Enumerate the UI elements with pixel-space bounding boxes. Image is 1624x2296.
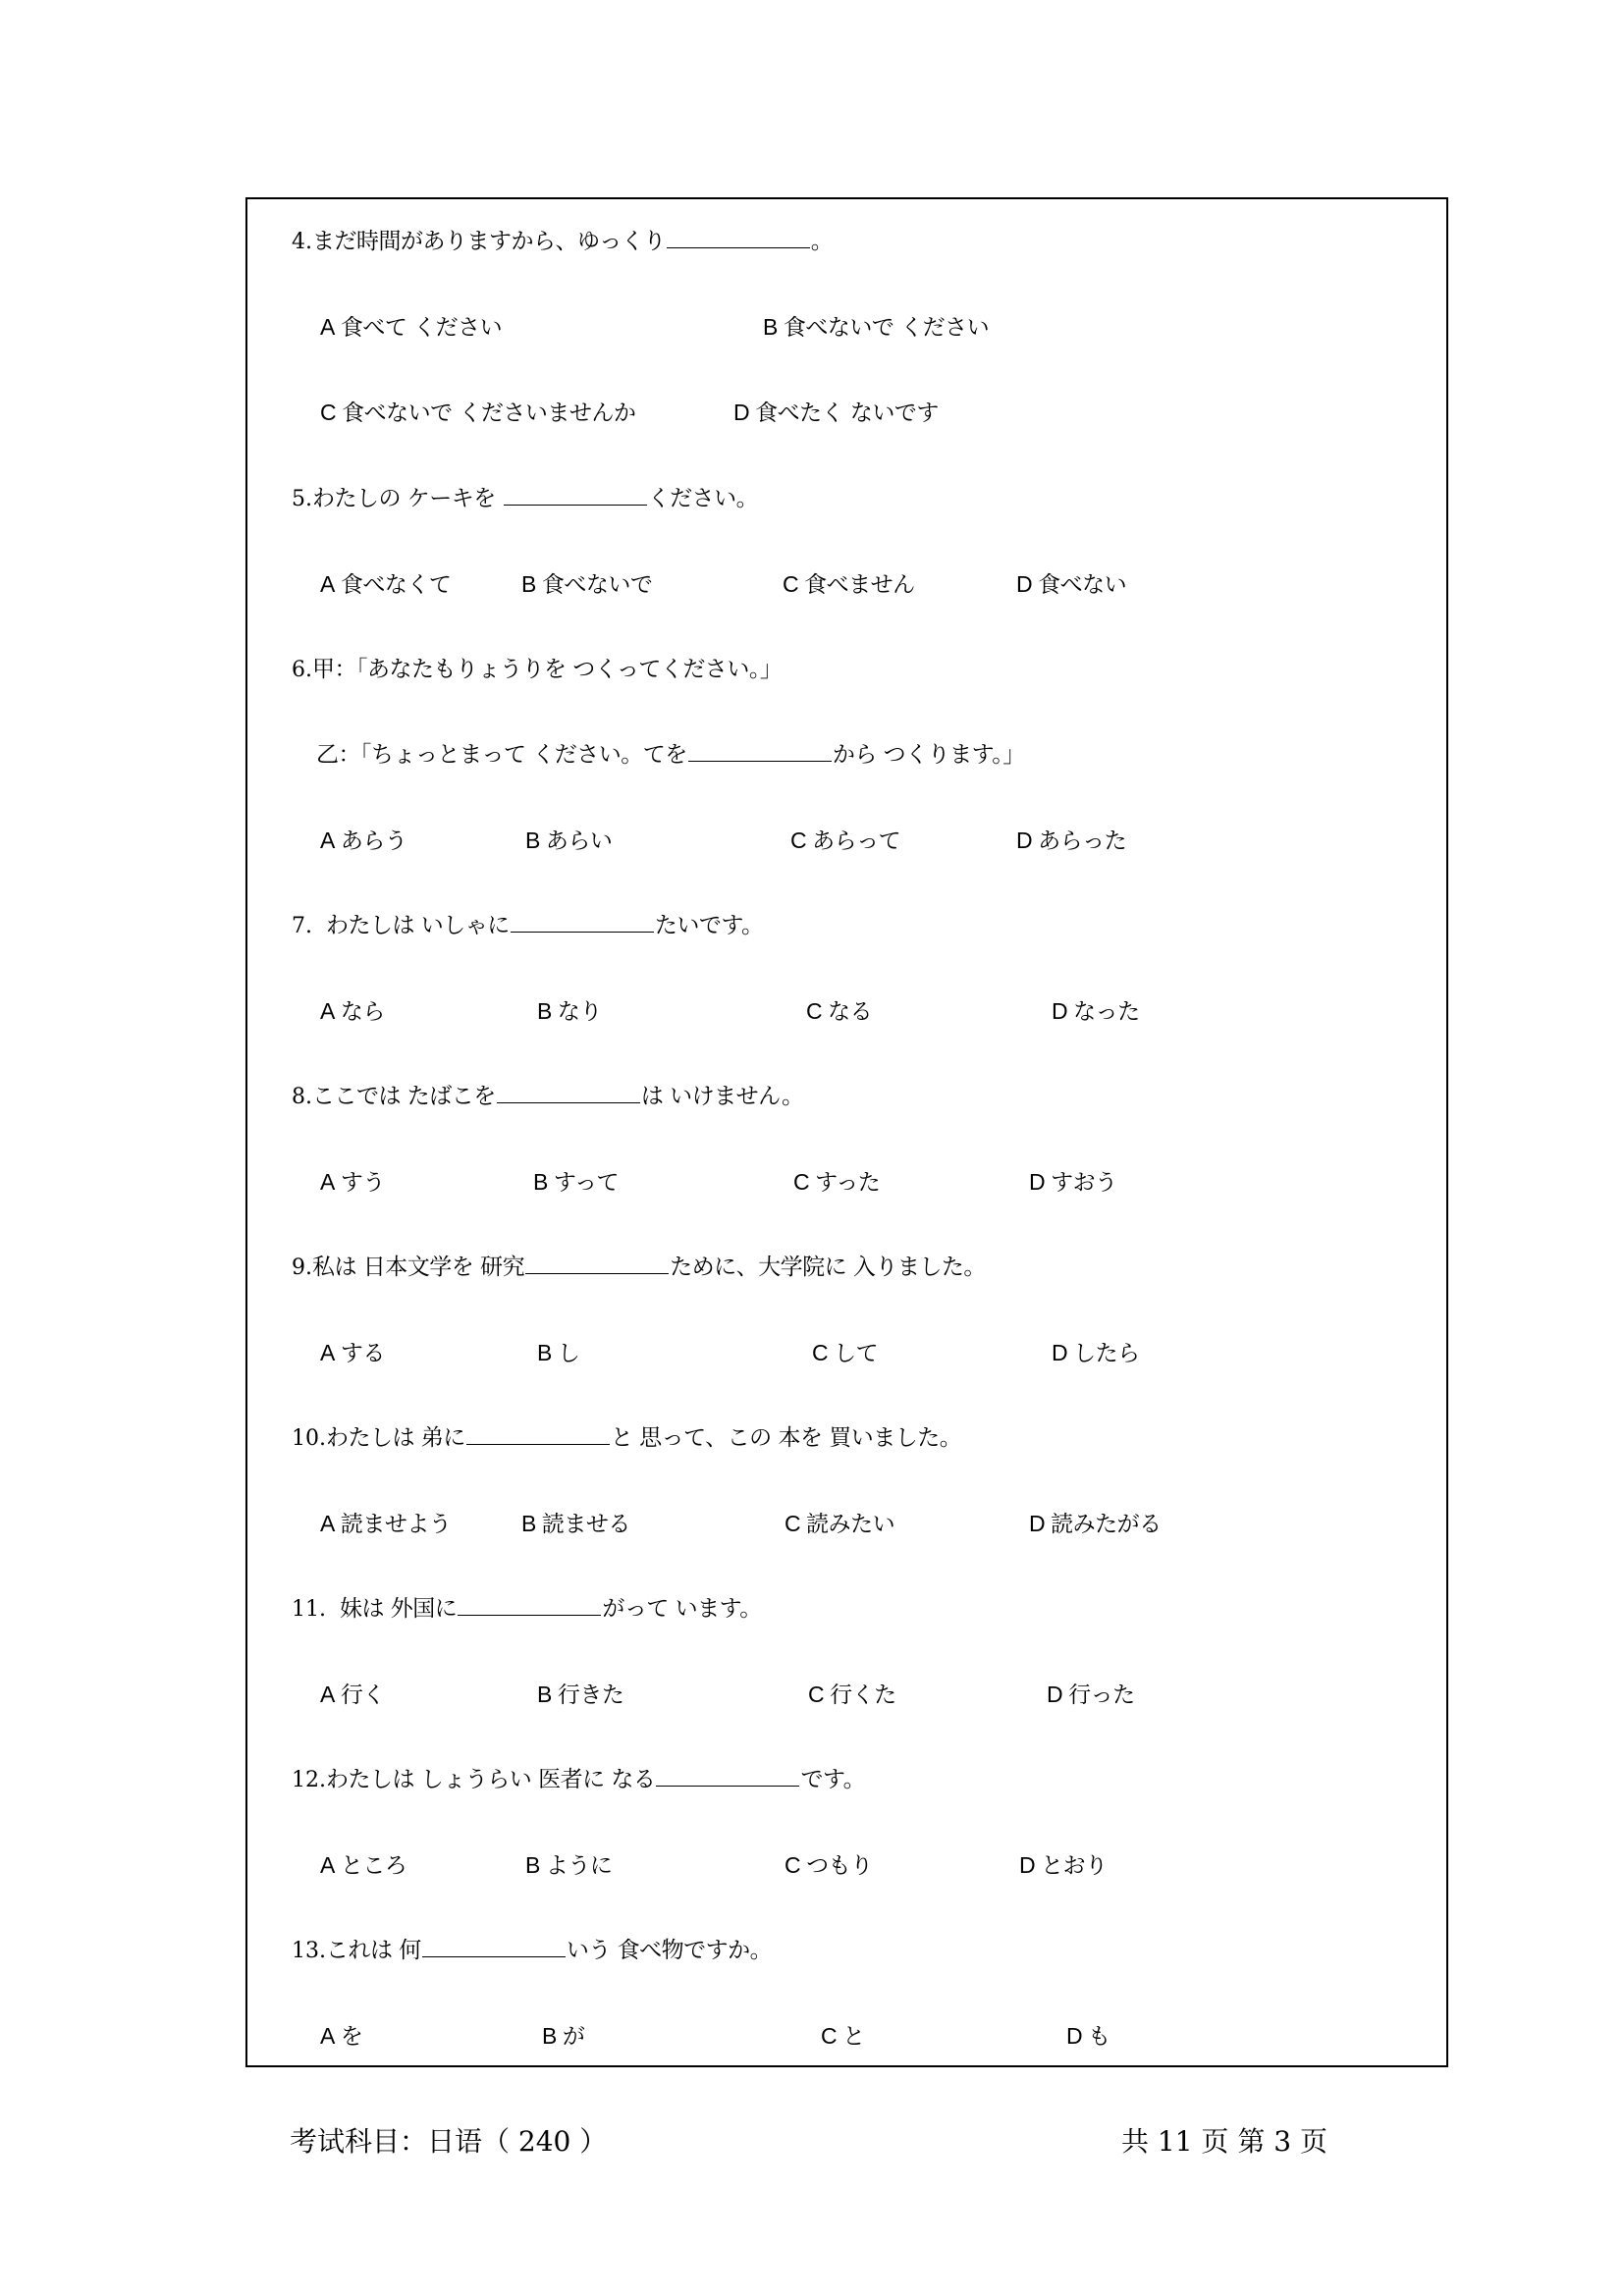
option-a — [320, 824, 406, 857]
option-letter: A — [320, 2023, 335, 2049]
option-letter: B — [525, 1852, 540, 1878]
question-text-after: です。 — [800, 1767, 866, 1792]
option-letter: A — [320, 1169, 335, 1195]
option-text: 行く — [340, 1682, 385, 1708]
option-d — [1029, 1165, 1117, 1199]
question-number: 11. — [292, 1597, 326, 1622]
answer-blank — [525, 1252, 669, 1274]
question-8 — [292, 1080, 804, 1113]
option-a — [320, 310, 502, 344]
option-text: なる — [828, 999, 873, 1025]
question-12 — [292, 1763, 865, 1796]
option-c — [806, 994, 872, 1028]
option-a — [320, 1848, 406, 1882]
option-d — [1052, 1336, 1140, 1369]
answer-blank — [466, 1422, 610, 1445]
option-letter: B — [537, 1682, 552, 1707]
option-letter: A — [320, 828, 335, 853]
question-text-before: 乙：「ちょっとまって ください。てを — [316, 742, 687, 768]
question-text-before: まだ時間がありますから、ゆっくり — [312, 229, 666, 254]
option-letter: D — [1019, 1852, 1036, 1878]
option-text: すった — [815, 1170, 881, 1196]
option-letter: C — [790, 828, 807, 853]
option-letter: D — [1029, 1511, 1046, 1536]
option-c — [812, 1336, 878, 1369]
option-letter: B — [521, 571, 536, 597]
option-text: なら — [340, 999, 385, 1025]
question-text-after: がって います。 — [602, 1596, 762, 1622]
option-letter: A — [320, 1340, 335, 1365]
question-text-before: わたしは 弟に — [326, 1425, 465, 1451]
option-b — [537, 1678, 623, 1711]
question-text-before: これは 何 — [326, 1938, 421, 1963]
question-text-after: たいです。 — [654, 913, 764, 938]
option-letter: C — [320, 400, 337, 425]
option-d — [1047, 1678, 1135, 1711]
option-text: 食べません — [804, 572, 915, 598]
option-text: と — [842, 2024, 865, 2050]
option-b — [525, 824, 612, 857]
option-letter: B — [537, 1340, 552, 1365]
option-a — [320, 1507, 451, 1540]
option-letter: D — [1052, 1340, 1068, 1365]
option-c — [783, 567, 915, 601]
question-4 — [292, 225, 833, 258]
option-d — [1029, 1507, 1162, 1540]
answer-blank — [422, 1935, 566, 1957]
option-d — [733, 396, 939, 429]
option-text: すう — [340, 1170, 385, 1196]
option-text: あらって — [812, 828, 901, 854]
question-6 — [292, 653, 782, 686]
option-text: 食べたく ないです — [755, 400, 939, 426]
option-text: なった — [1073, 999, 1140, 1025]
option-letter: D — [1066, 2023, 1083, 2049]
question-text-after: と 思って、この 本を 買いました。 — [610, 1425, 962, 1451]
question-text-line1: 甲：「あなたもりょうりを つくってください。」 — [312, 657, 783, 682]
option-letter: C — [812, 1340, 829, 1365]
option-text: 食べない — [1038, 572, 1127, 598]
option-letter: C — [793, 1169, 810, 1195]
option-a — [320, 567, 451, 601]
option-d — [1052, 994, 1140, 1028]
option-text: して — [834, 1341, 879, 1366]
option-text: 行きた — [557, 1682, 624, 1708]
option-a — [320, 994, 385, 1028]
option-letter: C — [785, 1511, 801, 1536]
option-text: とおり — [1041, 1853, 1108, 1879]
option-c — [793, 1165, 880, 1199]
option-c — [785, 1507, 894, 1540]
option-a — [320, 2019, 362, 2053]
option-letter: A — [320, 1682, 335, 1707]
option-letter: D — [1016, 828, 1033, 853]
option-letter: C — [783, 571, 799, 597]
option-d — [1019, 1848, 1108, 1882]
option-letter: B — [521, 1511, 536, 1536]
option-b — [525, 1848, 612, 1882]
question-5 — [292, 482, 758, 515]
option-text: 読ませる — [541, 1512, 630, 1537]
option-text: し — [557, 1341, 580, 1366]
option-c — [808, 1678, 896, 1711]
option-b — [537, 994, 602, 1028]
question-7 — [292, 909, 763, 942]
option-text: あらい — [545, 828, 613, 854]
option-letter: C — [821, 2023, 838, 2049]
footer-exam-subject: 考试科目：日语（ 240 ） — [290, 2125, 608, 2158]
option-text: 食べないで ください — [783, 315, 990, 341]
option-text: つもり — [806, 1853, 873, 1879]
option-text: 食べないで — [541, 572, 653, 598]
question-number: 5. — [292, 487, 312, 511]
option-text: 読ませよう — [340, 1512, 452, 1537]
option-b — [521, 1507, 630, 1540]
option-text: 読みたがる — [1051, 1512, 1162, 1537]
option-c — [320, 396, 635, 429]
option-b — [763, 310, 989, 344]
option-d — [1016, 824, 1126, 857]
option-text: なり — [557, 999, 602, 1025]
option-letter: B — [542, 2023, 557, 2049]
question-number: 12. — [292, 1768, 326, 1792]
question-text-before: 妹は 外国に — [340, 1596, 458, 1622]
option-letter: A — [320, 314, 335, 340]
question-text-before: ここでは たばこを — [312, 1084, 496, 1109]
option-letter: C — [808, 1682, 825, 1707]
question-number: 10. — [292, 1426, 326, 1451]
question-text-before: わたしは しょうらい 医者に なる — [326, 1767, 656, 1792]
option-b — [537, 1336, 579, 1369]
option-letter: A — [320, 998, 335, 1024]
option-text: 食べないで くださいませんか — [342, 400, 636, 426]
answer-blank — [688, 739, 832, 762]
question-text-before: 私は 日本文学を 研究 — [312, 1255, 525, 1280]
option-c — [821, 2019, 865, 2053]
option-letter: D — [1016, 571, 1033, 597]
question-6-line2 — [316, 738, 1025, 772]
option-a — [320, 1678, 385, 1711]
option-text: 行った — [1068, 1682, 1135, 1708]
question-number: 13. — [292, 1939, 326, 1963]
option-text: あらう — [340, 828, 407, 854]
option-b — [542, 2019, 584, 2053]
option-letter: A — [320, 571, 335, 597]
question-10 — [292, 1421, 961, 1455]
question-text-after: ください。 — [647, 486, 759, 511]
option-letter: C — [785, 1852, 801, 1878]
question-text-before: わたしは いしゃに — [326, 913, 510, 938]
option-c — [790, 824, 900, 857]
option-text: したら — [1073, 1341, 1140, 1366]
option-letter: B — [763, 314, 778, 340]
option-text: あらった — [1038, 828, 1127, 854]
option-text: を — [340, 2024, 363, 2050]
option-text: 食べて ください — [340, 315, 503, 341]
question-text-after: から つくります。」 — [832, 742, 1025, 768]
option-text: すおう — [1051, 1170, 1117, 1196]
option-letter: D — [1047, 1682, 1063, 1707]
answer-blank — [504, 483, 647, 506]
option-letter: D — [1052, 998, 1068, 1024]
option-letter: A — [320, 1852, 335, 1878]
option-b — [521, 567, 652, 601]
answer-blank — [667, 226, 810, 248]
option-letter: D — [1029, 1169, 1046, 1195]
question-text-after: 。 — [810, 229, 834, 254]
answer-blank — [511, 910, 654, 933]
answer-blank — [656, 1764, 799, 1787]
question-number: 8. — [292, 1085, 312, 1109]
option-c — [785, 1848, 873, 1882]
answer-blank — [497, 1081, 640, 1103]
option-text: が — [562, 2024, 585, 2050]
option-letter: B — [533, 1169, 548, 1195]
option-a — [320, 1165, 385, 1199]
option-text: すって — [553, 1170, 619, 1196]
answer-blank — [458, 1593, 601, 1616]
option-letter: C — [806, 998, 823, 1024]
option-d — [1016, 567, 1126, 601]
option-text: ところ — [340, 1853, 407, 1879]
option-text: ように — [545, 1853, 613, 1879]
option-text: する — [340, 1341, 385, 1366]
question-9 — [292, 1251, 986, 1284]
question-number: 7. — [292, 914, 312, 938]
question-text-after: は いけません。 — [640, 1084, 804, 1109]
option-text: 読みたい — [806, 1512, 895, 1537]
question-text-after: いう 食べ物ですか。 — [566, 1938, 773, 1963]
option-a — [320, 1336, 385, 1369]
option-letter: A — [320, 1511, 335, 1536]
option-text: 食べなくて — [340, 572, 452, 598]
option-text: 行くた — [830, 1682, 896, 1708]
option-b — [533, 1165, 619, 1199]
question-number: 9. — [292, 1255, 312, 1280]
question-number: 6. — [292, 658, 312, 682]
option-text: も — [1088, 2024, 1110, 2050]
footer-page-count: 共 11 页 第 3 页 — [1121, 2125, 1327, 2158]
option-letter: B — [525, 828, 540, 853]
question-text-before: わたしの ケーキを — [312, 486, 503, 511]
option-letter: D — [733, 400, 750, 425]
question-11 — [292, 1592, 762, 1626]
question-13 — [292, 1934, 772, 1967]
option-letter: B — [537, 998, 552, 1024]
option-d — [1066, 2019, 1110, 2053]
question-text-after: ために、大学院に 入りました。 — [670, 1255, 986, 1280]
question-number: 4. — [292, 230, 312, 254]
